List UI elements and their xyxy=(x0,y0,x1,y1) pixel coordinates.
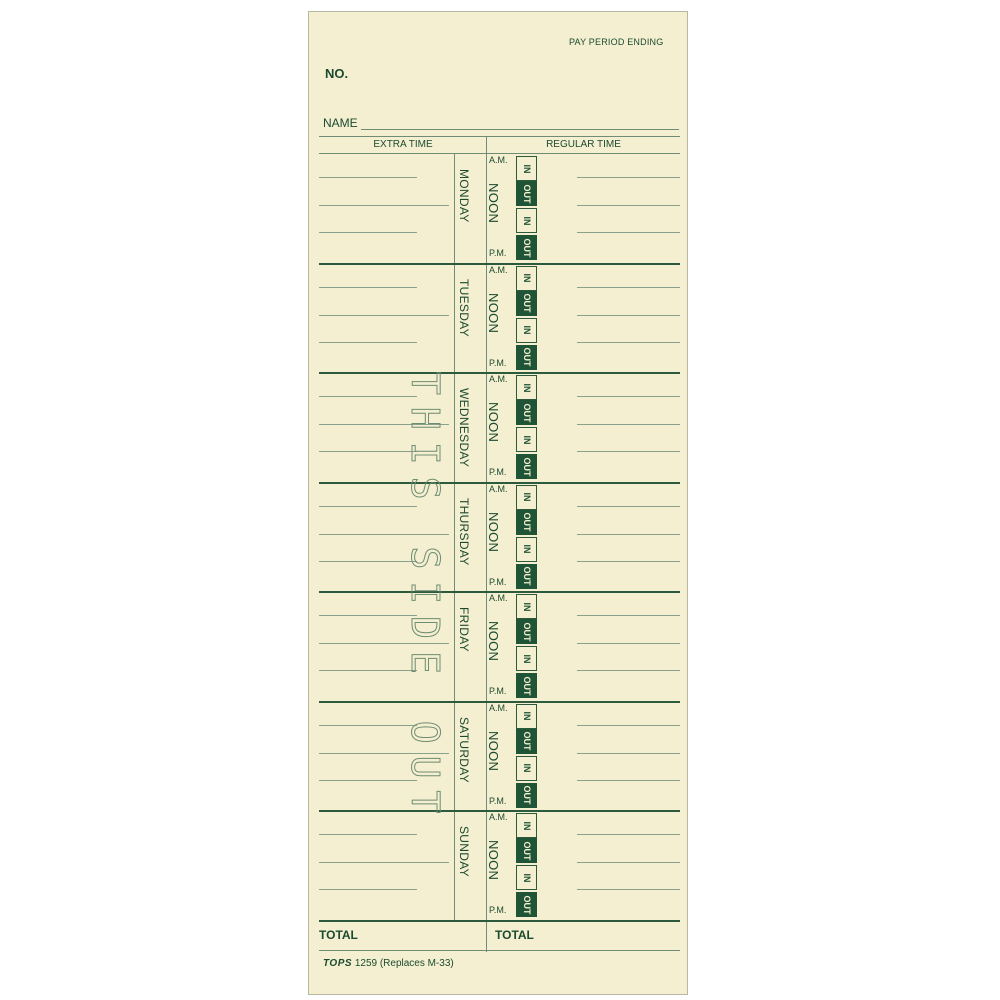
am-label: A.M. xyxy=(489,702,508,713)
out-punch-cell[interactable]: OUT xyxy=(516,454,537,479)
extra-time-total-label: TOTAL xyxy=(319,928,358,942)
this-side-out-watermark: THIS SIDE OUT xyxy=(403,372,447,826)
total-bottom-line xyxy=(319,950,680,951)
out-punch-cell[interactable]: OUT xyxy=(516,619,537,644)
header-top-line xyxy=(319,136,680,137)
regular-time-line[interactable] xyxy=(577,780,680,781)
extra-time-line[interactable] xyxy=(319,834,417,835)
regular-time-line[interactable] xyxy=(577,834,680,835)
regular-time-total-label: TOTAL xyxy=(495,928,534,942)
regular-time-line[interactable] xyxy=(577,396,680,397)
extra-time-line[interactable] xyxy=(319,315,449,316)
name-label: NAME xyxy=(323,116,358,130)
day-label: FRIDAY xyxy=(457,607,471,652)
regular-time-header: REGULAR TIME xyxy=(546,139,621,150)
am-label: A.M. xyxy=(489,483,508,494)
am-label: A.M. xyxy=(489,374,508,384)
regular-time-line[interactable] xyxy=(577,889,680,890)
extra-time-header: EXTRA TIME xyxy=(373,139,433,150)
day-row-wednesday xyxy=(309,372,687,482)
regular-time-line[interactable] xyxy=(577,424,680,425)
pm-label: P.M. xyxy=(489,248,507,258)
out-punch-cell[interactable]: OUT xyxy=(516,235,537,260)
pm-label: P.M. xyxy=(489,905,507,915)
in-punch-cell[interactable]: IN xyxy=(516,427,537,452)
out-punch-cell[interactable]: OUT xyxy=(516,510,537,535)
noon-label: NOON xyxy=(486,511,501,552)
noon-label: NOON xyxy=(486,183,501,224)
regular-time-line[interactable] xyxy=(577,862,680,863)
regular-time-line[interactable] xyxy=(577,753,680,754)
am-label: A.M. xyxy=(489,593,508,603)
in-punch-cell[interactable]: IN xyxy=(516,318,537,343)
regular-time-line[interactable] xyxy=(577,205,680,206)
regular-time-line[interactable] xyxy=(577,232,680,233)
in-punch-cell[interactable]: IN xyxy=(516,537,537,562)
day-label: THURSDAY xyxy=(457,497,471,566)
name-line xyxy=(361,129,679,130)
time-card xyxy=(308,11,688,995)
day-label: SATURDAY xyxy=(457,716,471,783)
pm-label: P.M. xyxy=(489,795,507,806)
out-punch-cell[interactable]: OUT xyxy=(516,181,537,206)
day-label: MONDAY xyxy=(457,169,471,223)
in-punch-cell[interactable]: IN xyxy=(516,646,537,671)
day-row-monday xyxy=(309,153,687,263)
pm-label: P.M. xyxy=(489,467,507,477)
out-punch-cell[interactable]: OUT xyxy=(516,291,537,316)
pay-period-label: PAY PERIOD ENDING xyxy=(569,37,664,47)
am-label: A.M. xyxy=(489,155,508,165)
day-row-sunday xyxy=(309,810,687,920)
regular-time-line[interactable] xyxy=(577,287,680,288)
days-bottom-line xyxy=(319,920,680,922)
pm-label: P.M. xyxy=(489,357,507,368)
extra-time-line[interactable] xyxy=(319,232,417,233)
in-punch-cell[interactable]: IN xyxy=(516,156,537,181)
in-punch-cell[interactable]: IN xyxy=(516,865,537,890)
out-punch-cell[interactable]: OUT xyxy=(516,400,537,425)
card-number-label: NO. xyxy=(325,66,349,81)
noon-label: NOON xyxy=(486,730,501,771)
out-punch-cell[interactable]: OUT xyxy=(516,673,537,698)
out-punch-cell[interactable]: OUT xyxy=(516,783,537,808)
regular-time-line[interactable] xyxy=(577,534,680,535)
pm-label: P.M. xyxy=(489,576,507,587)
in-punch-cell[interactable]: IN xyxy=(516,704,537,729)
regular-time-line[interactable] xyxy=(577,451,680,452)
extra-time-line[interactable] xyxy=(319,342,417,343)
day-label: SUNDAY xyxy=(457,826,471,877)
regular-time-line[interactable] xyxy=(577,643,680,644)
tops-logo: TOPS xyxy=(323,958,353,969)
day-label: TUESDAY xyxy=(457,278,471,337)
noon-label: NOON xyxy=(486,621,501,662)
regular-time-line[interactable] xyxy=(577,315,680,316)
regular-time-line[interactable] xyxy=(577,561,680,562)
noon-label: NOON xyxy=(486,402,501,443)
regular-time-line[interactable] xyxy=(577,342,680,343)
am-label: A.M. xyxy=(489,264,508,275)
out-punch-cell[interactable]: OUT xyxy=(516,564,537,589)
out-punch-cell[interactable]: OUT xyxy=(516,729,537,754)
regular-time-line[interactable] xyxy=(577,506,680,507)
day-label: WEDNESDAY xyxy=(457,388,471,468)
out-punch-cell[interactable]: OUT xyxy=(516,838,537,863)
extra-time-line[interactable] xyxy=(319,889,417,890)
noon-label: NOON xyxy=(486,840,501,881)
extra-time-line[interactable] xyxy=(319,862,449,863)
out-punch-cell[interactable]: OUT xyxy=(516,345,537,370)
day-row-tuesday xyxy=(309,263,687,373)
in-punch-cell[interactable]: IN xyxy=(516,756,537,781)
in-punch-cell[interactable]: IN xyxy=(516,266,537,291)
regular-time-line[interactable] xyxy=(577,615,680,616)
day-row-friday xyxy=(309,591,687,701)
noon-label: NOON xyxy=(486,292,501,333)
in-punch-cell[interactable]: IN xyxy=(516,375,537,400)
extra-time-line[interactable] xyxy=(319,287,417,288)
in-punch-cell[interactable]: IN xyxy=(516,594,537,619)
out-punch-cell[interactable]: OUT xyxy=(516,892,537,917)
card-footer xyxy=(323,958,454,969)
in-punch-cell[interactable]: IN xyxy=(516,485,537,510)
regular-time-line[interactable] xyxy=(577,177,680,178)
form-number: 1259 (Replaces M-33) xyxy=(354,958,454,969)
am-label: A.M. xyxy=(489,812,508,822)
pm-label: P.M. xyxy=(489,686,507,696)
day-row-saturday xyxy=(309,701,687,811)
regular-time-line[interactable] xyxy=(577,725,680,726)
extra-time-line[interactable] xyxy=(319,205,449,206)
day-row-thursday xyxy=(309,482,687,592)
regular-time-line[interactable] xyxy=(577,670,680,671)
in-punch-cell[interactable]: IN xyxy=(516,208,537,233)
extra-time-line[interactable] xyxy=(319,177,417,178)
in-punch-cell[interactable]: IN xyxy=(516,813,537,838)
